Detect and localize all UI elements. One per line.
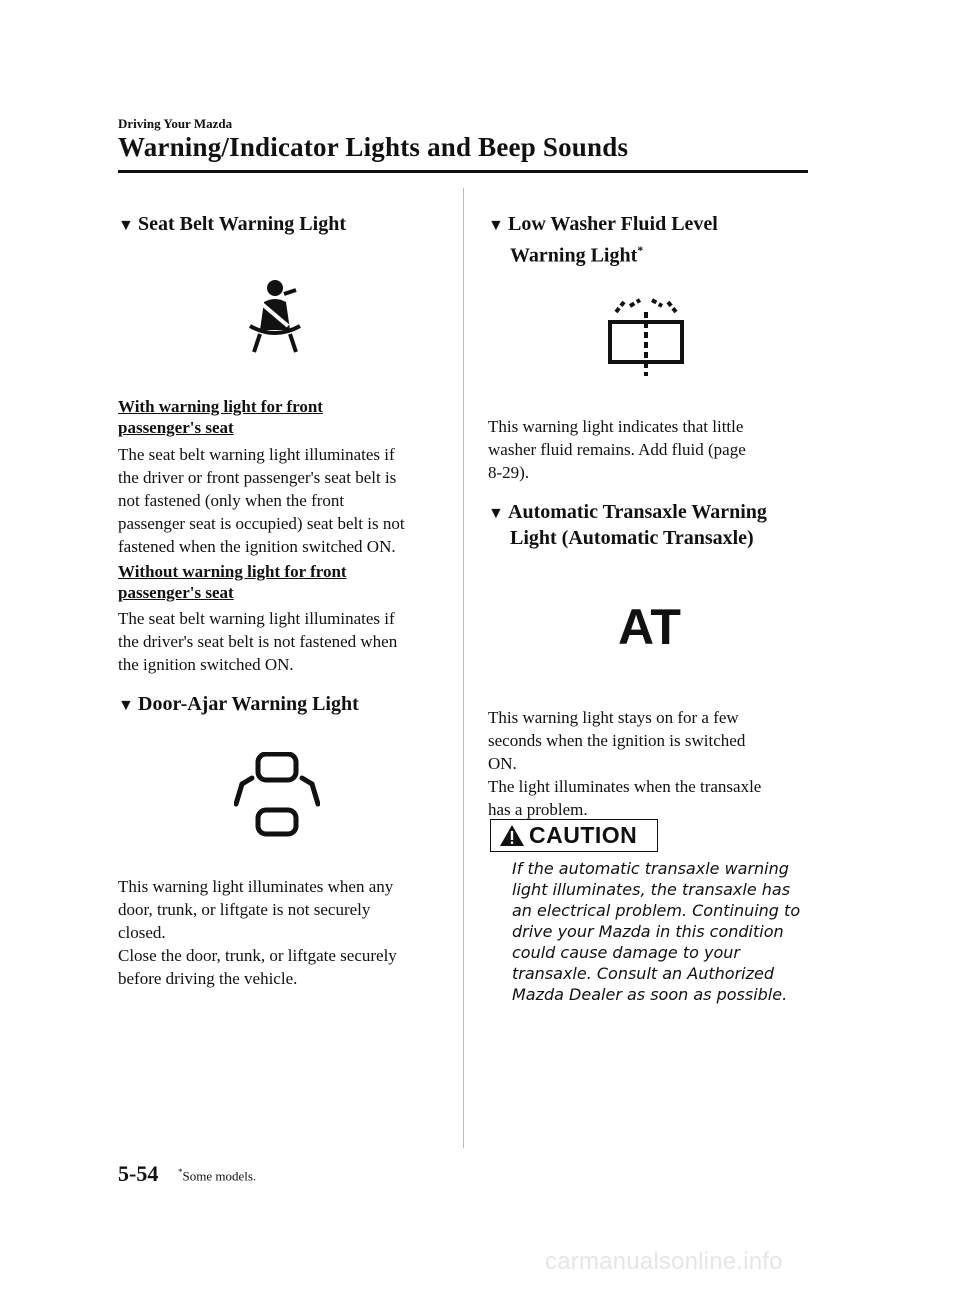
triangle-marker-icon: ▼ bbox=[118, 697, 134, 714]
washer-fluid-icon bbox=[606, 298, 686, 378]
page-title: Warning/Indicator Lights and Beep Sounds bbox=[118, 132, 629, 162]
warning-triangle-icon bbox=[499, 824, 525, 847]
at-symbol: AT bbox=[618, 599, 681, 655]
at-text: This warning light stays on for a few seconds when the ignition is switched ON. The light illuminates when the transaxle has a problem. bbox=[488, 708, 762, 819]
seat-belt-heading: ▼ Seat Belt Warning Light bbox=[118, 212, 346, 238]
footnote-star: * bbox=[637, 243, 644, 257]
without-passenger-text: The seat belt warning light illuminates if the driver's seat belt is not fastened when the ignition switched ON. bbox=[118, 609, 398, 674]
door-ajar-text: This warning light illuminates when any door, trunk, or liftgate is not securely closed. Close the door, trunk, or liftgate securely before driving the vehicle. bbox=[118, 877, 397, 988]
footnote: *Some models. bbox=[178, 1167, 257, 1184]
column-divider bbox=[463, 188, 464, 1148]
without-passenger-label: Without warning light for front passenger's seat bbox=[118, 562, 347, 602]
seat-belt-icon bbox=[240, 278, 310, 354]
at-heading: ▼ Automatic Transaxle Warning Light (Automatic Transaxle) bbox=[488, 501, 767, 549]
washer-text: This warning light indicates that little washer fluid remains. Add fluid (page 8-29). bbox=[488, 417, 746, 482]
with-passenger-label: With warning light for front passenger's seat bbox=[118, 397, 323, 437]
washer-heading: ▼ Low Washer Fluid Level Warning Light* bbox=[488, 213, 718, 267]
title-rule bbox=[118, 170, 808, 173]
caution-text: If the automatic transaxle warning light illuminates, the transaxle has an electrical problem. Continuing to drive your Mazda in this condition could cause damage to your transaxle. Consult an Authorized Mazda Dealer as soon as possible. bbox=[512, 859, 801, 1004]
watermark: carmanualsonline.info bbox=[545, 1248, 783, 1275]
chapter-label: Driving Your Mazda bbox=[118, 116, 233, 131]
caution-label: CAUTION bbox=[529, 822, 638, 848]
triangle-marker-icon: ▼ bbox=[488, 505, 504, 522]
door-ajar-icon bbox=[234, 752, 320, 838]
door-ajar-heading: ▼ Door-Ajar Warning Light bbox=[118, 692, 359, 718]
page-number: 5-54 bbox=[118, 1161, 159, 1186]
with-passenger-text: The seat belt warning light illuminates if the driver or front passenger's seat belt is not fastened (only when the front passenger seat is occupied) seat belt is not fastened when the ignition switched ON. bbox=[118, 445, 405, 556]
caution-label-box bbox=[490, 819, 658, 852]
triangle-marker-icon: ▼ bbox=[488, 217, 504, 234]
triangle-marker-icon: ▼ bbox=[118, 217, 134, 234]
